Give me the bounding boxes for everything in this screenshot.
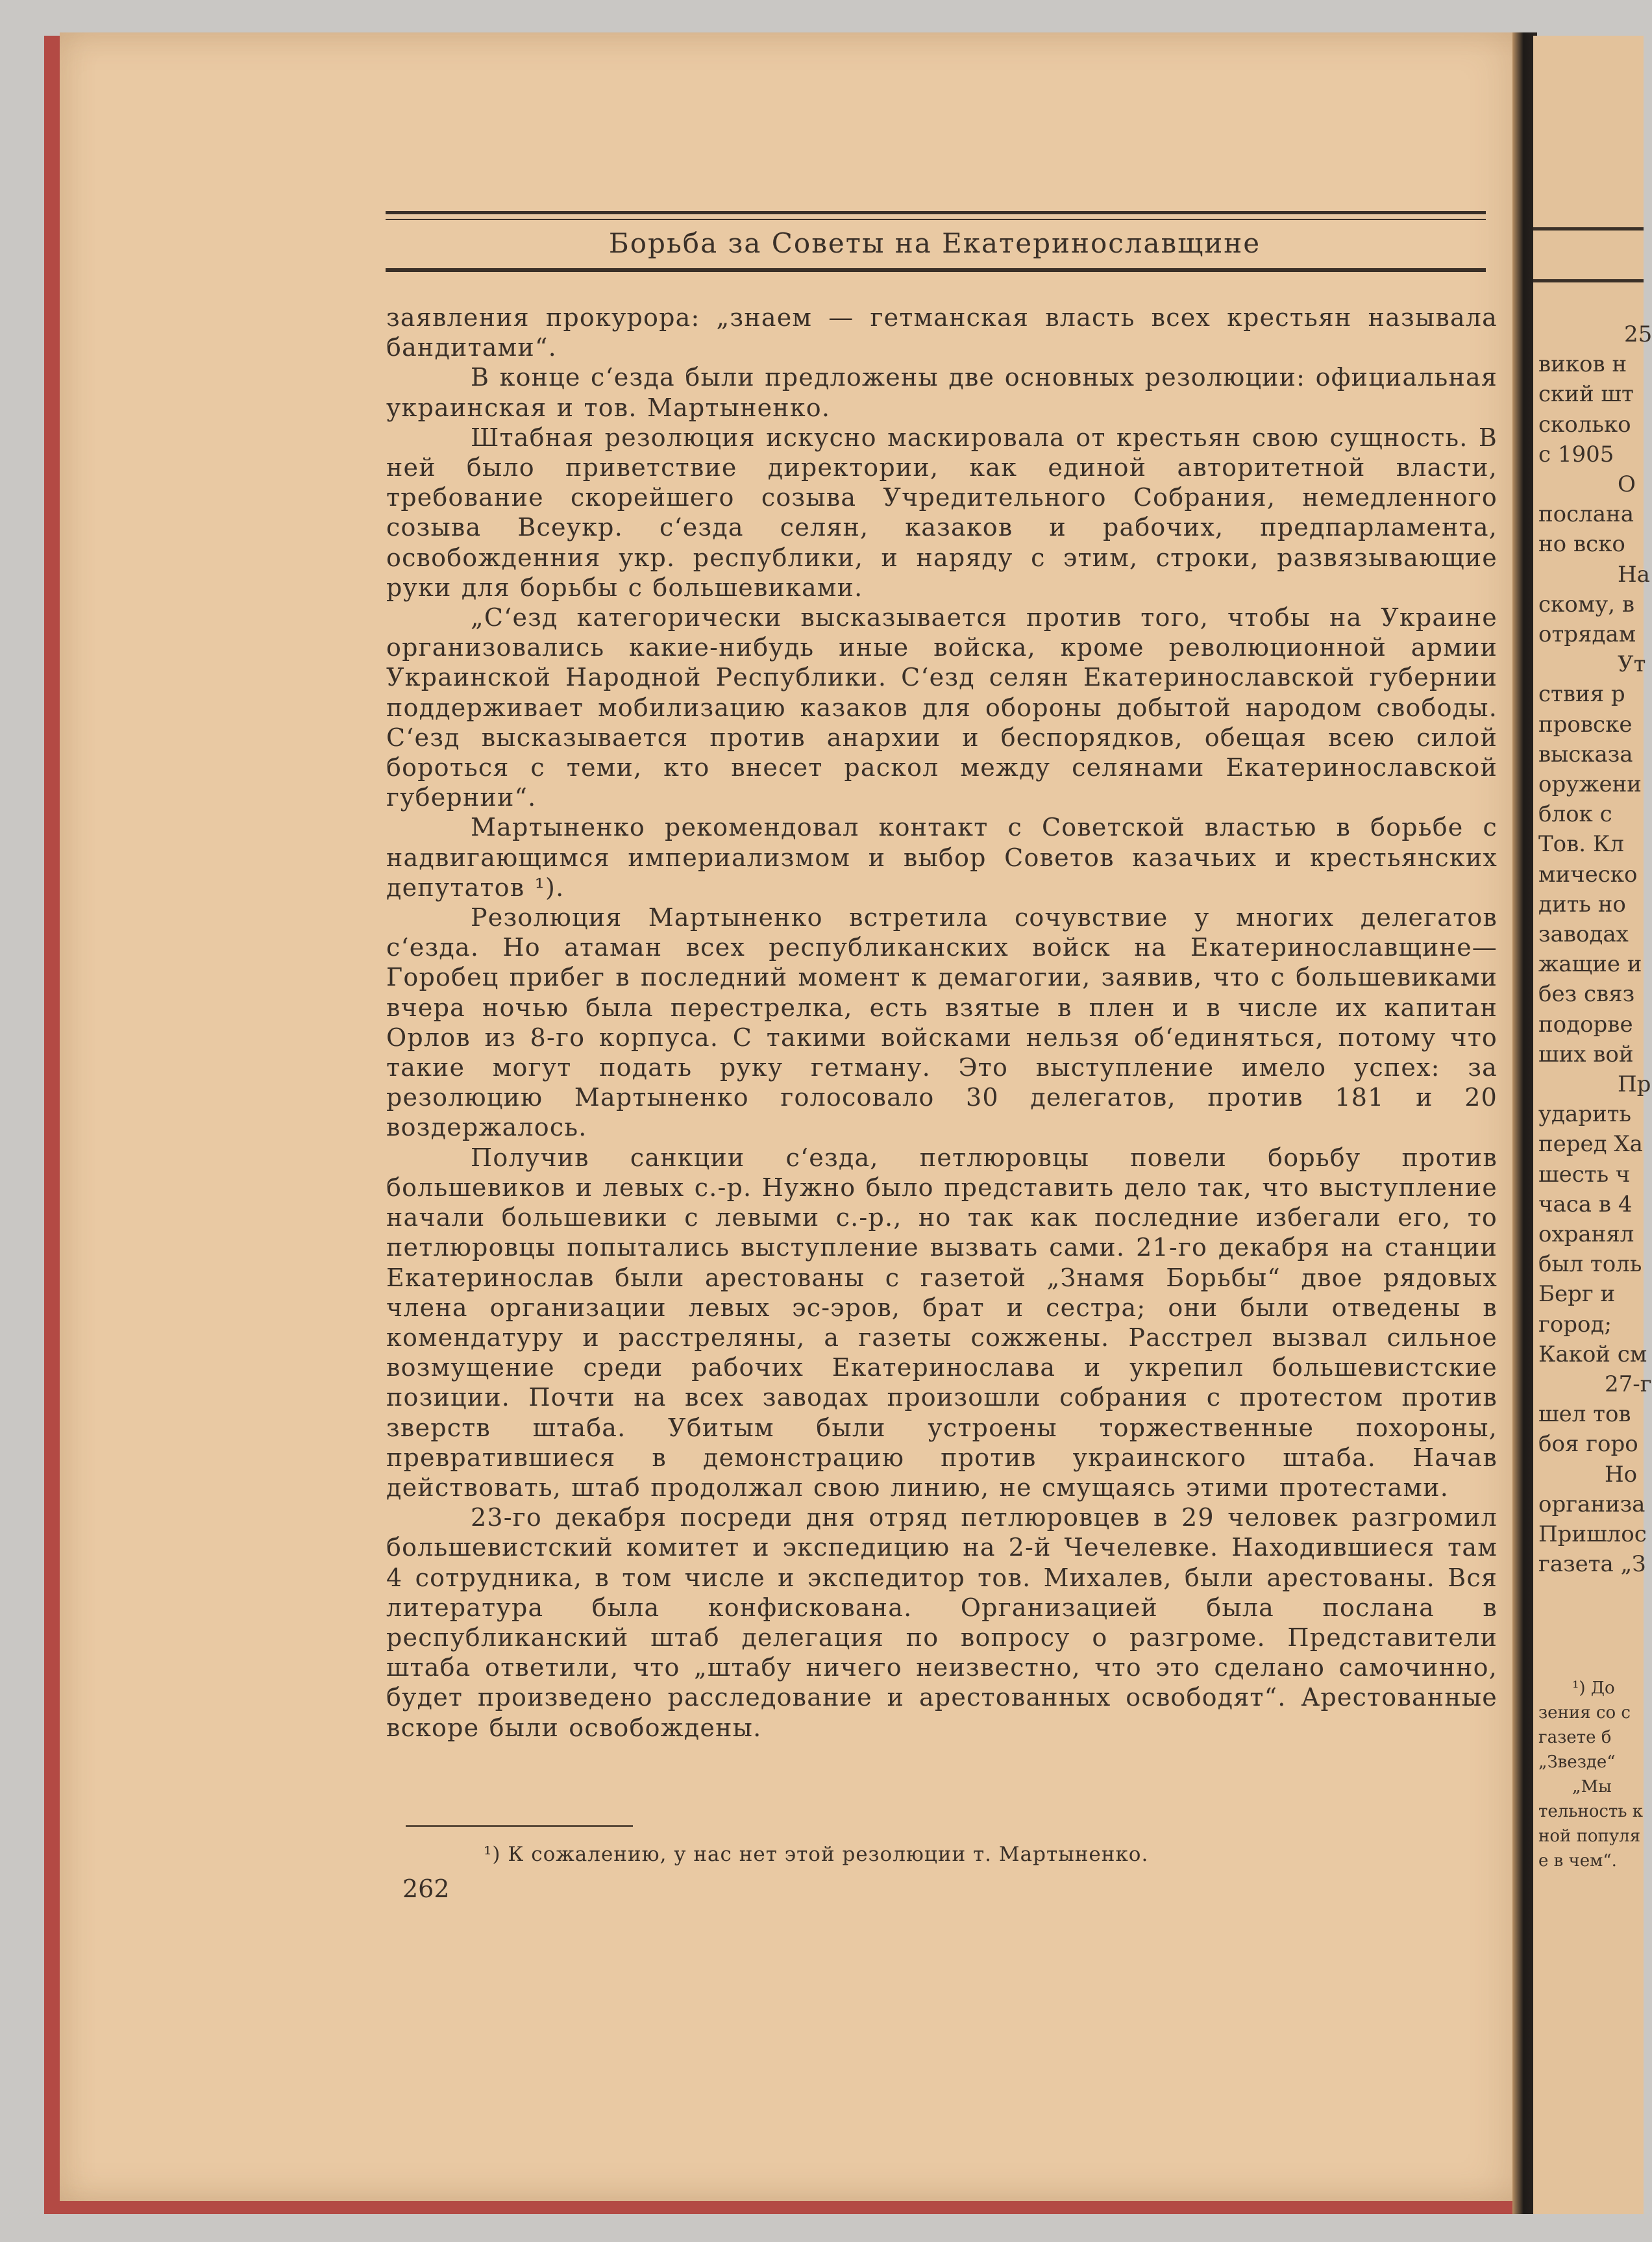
right-page-line: высказа (1538, 741, 1633, 767)
right-header-rule-bottom (1533, 279, 1644, 282)
right-page-line: был толь (1538, 1251, 1642, 1278)
right-page-footnote-line: тельность к (1538, 1802, 1644, 1821)
right-page-line: заводах (1538, 921, 1629, 947)
right-page-line: Пришлос (1538, 1521, 1647, 1547)
right-page-line: Ут (1618, 651, 1646, 678)
right-page-line: газета „З (1538, 1551, 1646, 1578)
right-page-line: организа (1538, 1491, 1646, 1517)
page-number: 262 (402, 1875, 450, 1903)
right-page-line: боя горо (1538, 1431, 1638, 1458)
paragraph: Мартыненко рекомендовал контакт с Советской властью в борьбе с надвигающимся империализмом и выбор Советов казачьих и крестьянских депутатов ¹). (386, 813, 1498, 902)
right-page-line: оружени (1538, 771, 1642, 797)
paragraph: В конце с‘езда были предложены две основных резолюции: официальная украинская и тов. Мартыненко. (386, 363, 1498, 422)
running-head: Борьба за Советы на Екатеринославщине (608, 227, 1261, 259)
right-page-line: шел тов (1538, 1401, 1631, 1428)
right-page-footnote-line: „Звезде“ (1538, 1752, 1616, 1772)
paragraph: Резолюция Мартыненко встретила сочувствие у многих делегатов с‘езда. Но атаман всех республиканских войск на Екатеринославщине— Горобец прибег в последний момент к демагогии, заявив, что с большевиками вчера ночью была перестрелка, есть взятые в плен и в числе их капитан Орлов из 8-го корпуса. С такими войсками нельзя об‘единяться, потому что такие могут подать руку гетману. Это выступление имело успех: за резолюцию Мартыненко голосовало 30 делегатов, против 181 и 20 воздержалось. (386, 903, 1498, 1142)
right-page-line: 27-г (1605, 1371, 1652, 1397)
right-page-line: провске (1538, 711, 1633, 738)
right-page-line: охранял (1538, 1221, 1634, 1247)
footnote: ¹) К сожалению, у нас нет этой резолюции т. Мартыненко. (484, 1843, 1149, 1866)
header-rule-top-thin (386, 219, 1486, 220)
right-page-line: без связ (1538, 981, 1635, 1008)
right-page-line: Но (1605, 1461, 1638, 1488)
right-page-line: 25 (1624, 321, 1652, 347)
paragraph: „С‘езд категорически высказывается против того, чтобы на Украине организовались какие-нибудь иные войска, кроме революционной армии Украинской Народной Республики. С‘езд селян Екатеринославской губернии поддерживает мобилизацию казаков для обороны добытой народом свободы. С‘езд высказывается против анархии и беспорядков, обещая всею силой бороться с теми, кто внесет раскол между селянами Екатеринославской губернии“. (386, 603, 1498, 812)
right-page-line: послана (1538, 501, 1634, 528)
right-page-line: город; (1538, 1311, 1612, 1338)
right-page-line: мическо (1538, 861, 1638, 888)
right-page-line: Тов. Кл (1538, 831, 1624, 858)
right-page-line: Пр (1618, 1071, 1651, 1097)
paragraph: 23-го декабря посреди дня отряд петлюровцев в 29 человек разгромил большевистский комитет и экспедицию на 2-й Чечелевке. Находившиеся там 4 сотрудника, в том числе и экспедитор тов. Михалев, были арестованы. Вся литература была конфискована. Организацией была послана в республиканский штаб делегация по вопросу о разгроме. Представители штаба ответили, что „штабу ничего неизвестно, что это сделано самочинно, будет произведено расследование и арестованных освободят“. Арестованные вскоре были освобождены. (386, 1503, 1498, 1742)
right-page-line: шесть ч (1538, 1161, 1631, 1188)
right-page-line: виков н (1538, 351, 1627, 378)
right-page-line: отрядам (1538, 621, 1636, 647)
right-page-line: ский шт (1538, 381, 1634, 408)
right-page-line: ствия р (1538, 681, 1625, 708)
right-page-line: Берг и (1538, 1281, 1616, 1308)
right-page-line: часа в 4 (1538, 1191, 1633, 1217)
right-page-footnote-line: е в чем“. (1538, 1851, 1617, 1871)
right-page-line: с 1905 (1538, 441, 1614, 467)
right-page-line: ударить (1538, 1101, 1631, 1128)
right-page-footnote-line: зения со с (1538, 1703, 1631, 1723)
header-rule-bottom (386, 268, 1486, 272)
right-page-line: Какой см (1538, 1341, 1647, 1367)
article-body (386, 303, 1498, 1743)
right-page-line: блок с (1538, 801, 1612, 828)
right-page-line: сколько (1538, 411, 1631, 438)
right-page-line: перед Ха (1538, 1131, 1643, 1158)
right-page-line: но вско (1538, 531, 1625, 558)
paragraph: Получив санкции с‘езда, петлюровцы повели борьбу против большевиков и левых с.-р. Нужно было представить дело так, что выступление начали большевики с левыми с.-р., но так как последние избегали его, то петлюровцы попытались выступление вызвать сами. 21-го декабря на станции Екатеринослав были арестованы с газетой „Знамя Борьбы“ двое рядовых члена организации левых эс-эров, брат и сестра; они были отведены в комендатуру и расстреляны, а газеты сожжены. Расстрел вызвал сильное возмущение среди рабочих Екатеринослава и укрепил большевистские позиции. Почти на всех заводах произошли собрания с протестом против зверств штаба. Убитым были устроены торжественные похороны, превратившиеся в демонстрацию против украинского штаба. Начав действовать, штаб продолжал свою линию, не смущаясь этими протестами. (386, 1143, 1498, 1502)
header-rule-top (386, 211, 1486, 214)
right-page-footnote-line: „Мы (1572, 1777, 1612, 1797)
right-page (1533, 36, 1652, 2214)
right-page-footnote-line: газете б (1538, 1728, 1612, 1747)
footnote-divider (406, 1825, 633, 1827)
right-page-footnote-line: ной популя (1538, 1826, 1641, 1846)
paragraph: заявления прокурора: „знаем — гетманская власть всех крестьян называла бандитами“. (386, 303, 1498, 362)
right-page-line: ших вой (1538, 1041, 1634, 1067)
right-page-line: подорве (1538, 1011, 1633, 1038)
right-page-line: О (1618, 471, 1636, 497)
right-page-line: скому, в (1538, 591, 1634, 617)
right-header-rule (1533, 227, 1644, 230)
paragraph: Штабная резолюция искусно маскировала от крестьян свою сущность. В ней было приветствие директории, как единой авторитетной власти, требование скорейшего созыва Учредительного Собрания, немедленного созыва Всеукр. с‘езда селян, казаков и рабочих, предпарламента, освобожденния укр. республики, и наряду с этим, строки, развязывающие руки для борьбы с большевиками. (386, 423, 1498, 602)
right-page-footnote-line: ¹) До (1572, 1678, 1615, 1698)
right-page-line: жащие и (1538, 951, 1642, 978)
right-page-line: На (1618, 561, 1650, 588)
right-page-line: дить но (1538, 891, 1626, 917)
